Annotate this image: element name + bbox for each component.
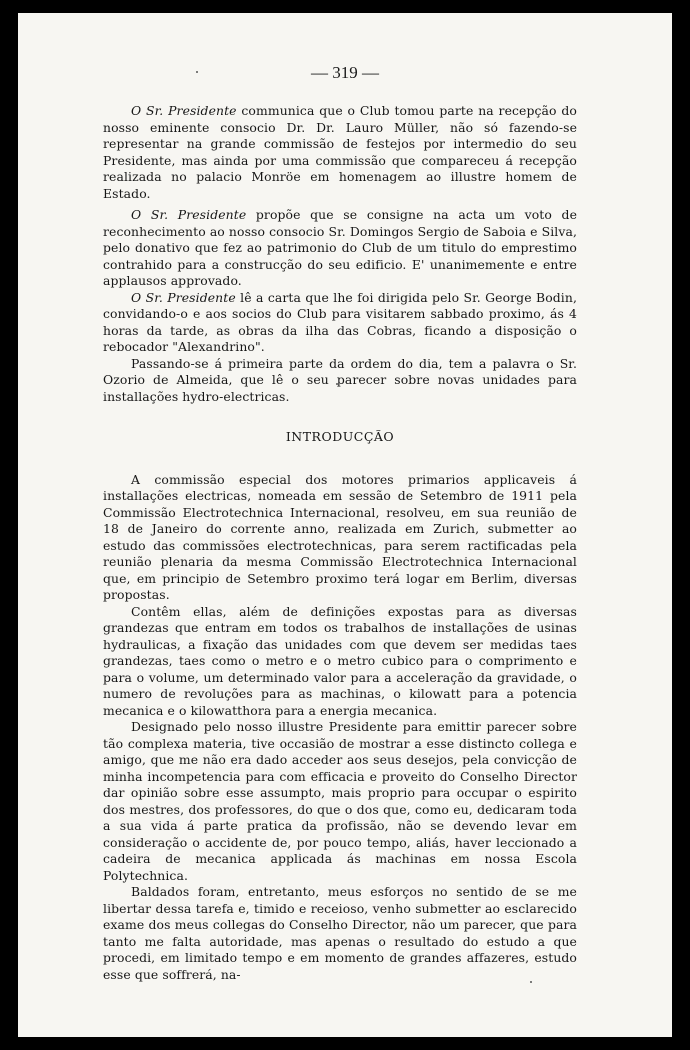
paragraph: Contêm ellas, além de definições expostas para as diversas grandezas que entram em todos os trabalhos de installações de usinas hydraulicas, a fixação das unidades com que devem ser medidas taes grandezas, taes como o metro e o metro cubico para o comprimento e para o volume, um determinado valor para a acceleração da gravidade, o numero de revoluções para as machinas, o kilowatt para a potencia mecanica e o kilowatthora para a energia mecanica. (103, 603, 577, 718)
paragraph (103, 290, 577, 356)
page-number: — 319 — (311, 63, 379, 82)
paragraph (103, 103, 577, 202)
paragraph: Baldados foram, entretanto, meus esforços no sentido de se me libertar dessa tarefa e, timido e receioso, venho submetter ao esclarecido exame dos meus collegas do Conselho Director, não um parecer, que para tanto me falta autoridade, mas apenas o resultado do estudo a que procedi, em limitado tempo e em momento de grandes affazeres, estudo esse que soffrerá, na- (103, 884, 577, 982)
paragraph (103, 207, 577, 290)
scanned-page (18, 13, 672, 1037)
paragraph-text: communica que o Club tomou parte na recepção do nosso eminente consocio Dr. Dr. Lauro Müller, não só fazendo-se representar na grande commissão de festejos por intermedio do seu Presidente, mas ainda por uma commissão que compareceu á recepção realizada no palacio Monröe em homenagem ao illustre homem de Estado. (103, 103, 577, 201)
paragraph-text: propõe que se consigne na acta um voto de reconhecimento ao nosso consocio Sr. Domingos Sergio de Saboia e Silva, pelo donativo que fez ao patrimonio do Club de um titulo do emprestimo contrahido para a construcção do seu edificio. E' unanimemente e entre applausos approvado. (103, 207, 577, 288)
speaker-label: O Sr. Presidente (131, 103, 237, 118)
paragraph: A commissão especial dos motores primarios applicaveis á installações electricas, nomeada em sessão de Setembro de 1911 pela Commissão Electrotechnica Internacional, resolveu, em sua reunião de 18 de Janeiro do corrente anno, realizada em Zurich, submetter ao estudo das commissões electrotechnicas, para serem ractificadas pela reunião plenaria da mesma Commissão Electrotechnica Internacional que, em principio de Setembro proximo terá logar em Berlim, diversas propostas. (103, 471, 577, 602)
section-heading: INTRODUCÇÃO (285, 429, 395, 444)
speaker-label: O Sr. Presidente (131, 289, 236, 305)
paragraph: Designado pelo nosso illustre Presidente para emittir parecer sobre tão complexa materia, tive occasião de mostrar a esse distincto collega e amigo, que me não era dado acceder aos seus desejos, pela convicção de minha incompetencia para com efficacia e proveito do Conselho Director dar opinião sobre esse assumpto, mais proprio para occupar o espirito dos mestres, dos professores, do que o dos que, como eu, dedicaram toda a sua vida á parte pratica da profissão, não se devendo levar em consideração o accidente de, por pouco tempo, aliás, haver leccionado a cadeira de mecanica applicada ás machinas em nossa Escola Polytechnica. (103, 719, 577, 883)
body-text (103, 103, 577, 983)
speaker-label: O Sr. Presidente (131, 207, 247, 222)
print-speck (196, 71, 198, 73)
paragraph: Passando-se á primeira parte da ordem do dia, tem a palavra o Sr. Ozorio de Almeida, que lê o seu parecer sobre novas unidades para installações hydro-electricas. (103, 355, 577, 404)
paragraph-text: lê a carta que lhe foi dirigida pelo Sr. George Bodin, convidando-o e aos socios do Club para visitarem sabbado proximo, ás 4 horas da tarde, as obras da ilha das Cobras, ficando a disposição o rebocador "Alexandrino". (103, 289, 577, 354)
